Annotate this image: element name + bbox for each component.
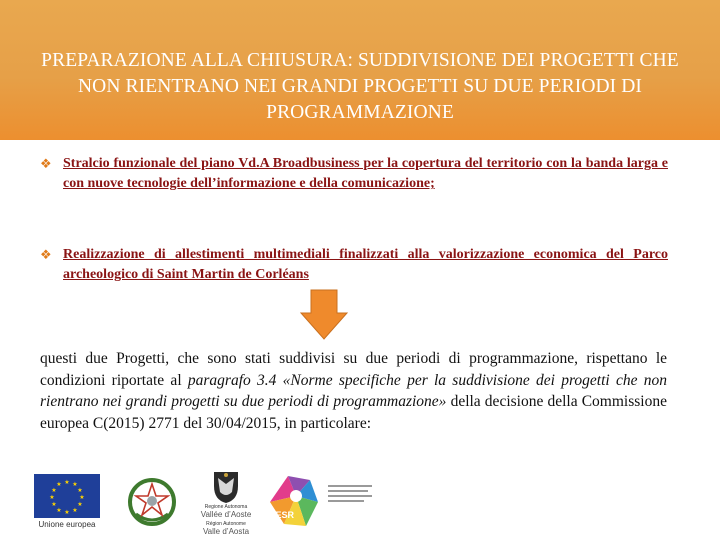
svg-text:★: ★: [72, 507, 78, 514]
region-label-line2: Vallée d’Aoste: [200, 510, 252, 519]
svg-text:★: ★: [77, 487, 83, 494]
fesr-label: FESR: [270, 510, 295, 520]
svg-text:★: ★: [77, 501, 83, 508]
region-label-line1: Regione Autonoma: [204, 504, 248, 510]
eu-logo: [34, 474, 100, 532]
paragraph-italic-reference: paragrafo 3.4 «Norme specifiche per la suddivisione dei progetti che non rientrano nei grandi progetti su due periodi di programmazione»: [40, 371, 667, 410]
diamond-bullet-icon: ❖: [40, 247, 52, 262]
svg-text:★: ★: [64, 479, 70, 486]
svg-text:★: ★: [49, 494, 55, 501]
svg-text:★: ★: [79, 494, 85, 501]
svg-text:★: ★: [51, 487, 57, 494]
paragraph-part-2: della decisione della Commissione europea C(2015) 2771 del 30/04/2015, in particolare:: [40, 393, 667, 432]
svg-text:★: ★: [51, 501, 57, 508]
diamond-bullet-icon: ❖: [40, 156, 52, 171]
fesr-logo: [266, 472, 374, 538]
region-logo: [196, 470, 256, 540]
svg-text:★: ★: [56, 481, 62, 488]
slide-title: PREPARAZIONE ALLA CHIUSURA: SUDDIVISIONE DEI PROGETTI CHE NON RIENTRANO NEI GRANDI PROGETTI SU DUE PERIODI DI PROGRAMMAZIONE: [41, 50, 679, 123]
italian-republic-emblem-icon: [128, 476, 176, 528]
region-label-line3: Région Autonome: [206, 521, 246, 527]
eu-logo-label: Unione europea: [38, 520, 96, 529]
fesr-graphic-icon: [266, 472, 326, 534]
bullet-text: Stralcio funzionale del piano Vd.A Broadbusiness per la copertura del territorio con la banda larga e con nuove tecnologie dell’informazione e della comunicazione;: [63, 156, 668, 191]
bullet-text: Realizzazione di allestimenti multimediali finalizzati alla valorizzazione economica del Parco archeologico di Saint Martin de Corléans: [63, 247, 668, 282]
bullet-item-multimedia: [40, 245, 668, 285]
eu-flag-icon: [34, 474, 100, 518]
down-arrow-icon: [299, 288, 349, 342]
svg-text:★: ★: [64, 509, 70, 516]
fesr-text-lines-icon: [328, 484, 372, 506]
body-paragraph: [40, 348, 667, 434]
paragraph-part-1: questi due Progetti, che sono stati suddivisi su due periodi di programmazione, rispettano le condizioni riportate al: [40, 350, 667, 389]
svg-text:★: ★: [72, 481, 78, 488]
svg-text:★: ★: [56, 507, 62, 514]
title-banner: [0, 0, 720, 140]
region-crest-icon: [196, 470, 256, 504]
bullet-item-broadband: [40, 154, 668, 194]
region-label-line4: Valle d’Aosta: [202, 527, 250, 536]
